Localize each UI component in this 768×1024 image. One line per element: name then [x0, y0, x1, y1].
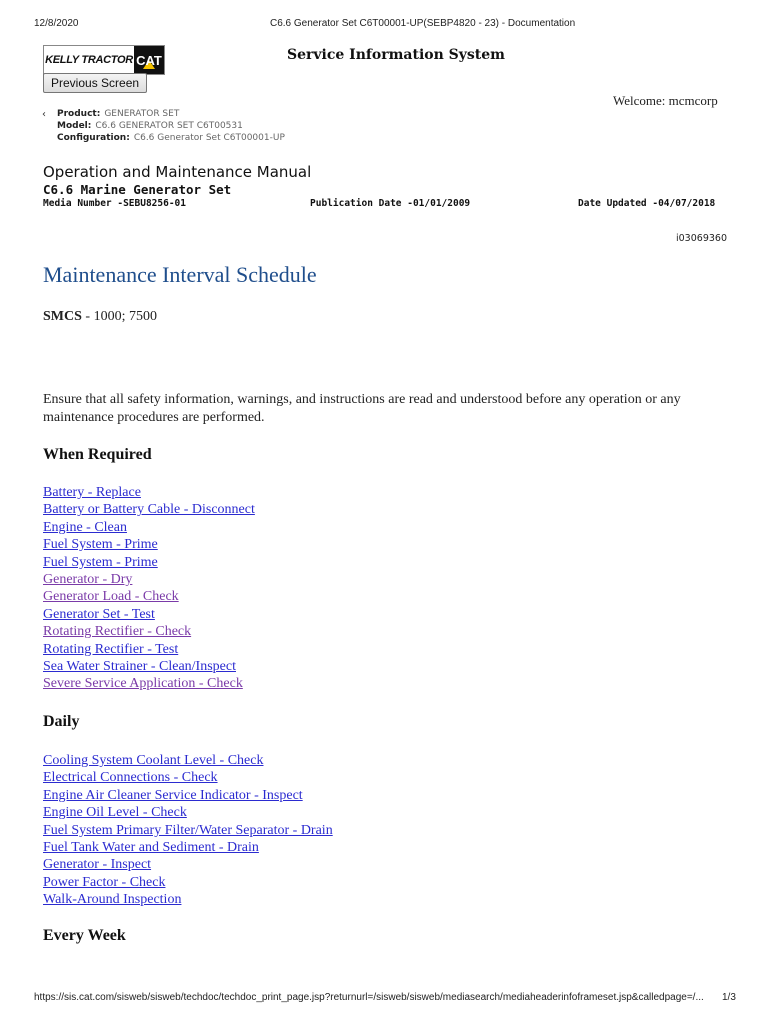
list-item[interactable]: Battery or Battery Cable - Disconnect — [43, 502, 255, 518]
list-item[interactable]: Walk-Around Inspection — [43, 892, 182, 908]
print-date: 12/8/2020 — [34, 18, 79, 29]
print-title: C6.6 Generator Set C6T00001-UP(SEBP4820 - 23) - Documentation — [270, 18, 576, 29]
list-item[interactable]: Generator - Inspect — [43, 857, 152, 873]
chevron-left-icon[interactable]: ‹ — [42, 109, 46, 120]
welcome-text: Welcome: mcmcorp — [613, 93, 718, 108]
dealer-logo — [43, 45, 165, 75]
product-value: GENERATOR SET — [104, 109, 180, 119]
smcs-value: - 1000; 7500 — [81, 309, 157, 324]
list-item[interactable]: Engine - Clean — [43, 519, 127, 535]
list-item[interactable]: Generator Set - Test — [43, 606, 155, 622]
list-item[interactable]: Fuel Tank Water and Sediment - Drain — [43, 840, 259, 856]
list-item[interactable]: Electrical Connections - Check — [43, 770, 218, 786]
page-number: 1/3 — [722, 992, 736, 1003]
print-url: https://sis.cat.com/sisweb/sisweb/techdoc/techdoc_print_page.jsp?returnurl=/sisweb/sisweb/mediasearch/mediaheaderinfoframeset.jsp&calledpage=/... — [34, 992, 704, 1003]
list-item[interactable]: Fuel System Primary Filter/Water Separator - Drain — [43, 822, 333, 838]
intro-paragraph: Ensure that all safety information, warnings, and instructions are read and understood before any operation or any maintenance procedures are performed. — [43, 392, 681, 425]
list-item[interactable]: Generator Load - Check — [43, 589, 179, 605]
list-item[interactable]: Severe Service Application - Check — [43, 676, 243, 692]
app-title: Service Information System — [287, 47, 505, 63]
previous-screen-button[interactable]: Previous Screen — [43, 73, 147, 93]
manual-title: Operation and Maintenance Manual — [43, 163, 312, 181]
configuration-value: C6.6 Generator Set C6T00001-UP — [133, 133, 285, 143]
daily-links — [43, 752, 333, 909]
when-required-links — [43, 484, 255, 693]
list-item[interactable]: Cooling System Coolant Level - Check — [43, 753, 264, 768]
smcs-label: SMCS — [43, 309, 82, 324]
page-title: Maintenance Interval Schedule — [43, 262, 317, 287]
smcs-code — [43, 309, 157, 325]
breadcrumb — [43, 108, 285, 144]
list-item[interactable]: Fuel System - Prime — [43, 554, 158, 570]
list-item[interactable]: Rotating Rectifier - Test — [43, 641, 179, 657]
section-heading-every-week: Every Week — [43, 927, 126, 944]
configuration-label: Configuration: — [57, 133, 130, 143]
model-label: Model: — [57, 121, 92, 131]
list-item[interactable]: Battery - Replace — [43, 485, 141, 500]
model-value: C6.6 GENERATOR SET C6T00531 — [95, 121, 243, 131]
list-item[interactable]: Engine Air Cleaner Service Indicator - Inspect — [43, 787, 303, 803]
list-item[interactable]: Power Factor - Check — [43, 874, 166, 890]
publication-date: Publication Date -01/01/2009 — [310, 198, 471, 209]
dealer-name: KELLY TRACTOR — [45, 54, 133, 66]
list-item[interactable]: Fuel System - Prime — [43, 537, 158, 553]
section-heading-when-required: When Required — [43, 446, 152, 463]
manual-subtitle: C6.6 Marine Generator Set — [43, 182, 232, 197]
media-number: Media Number -SEBU8256-01 — [43, 198, 186, 209]
list-item[interactable]: Engine Oil Level - Check — [43, 805, 187, 821]
list-item[interactable]: Generator - Dry — [43, 572, 133, 588]
cat-logo-icon: CAT — [134, 46, 164, 74]
document-id: i03069360 — [676, 233, 727, 244]
section-heading-daily: Daily — [43, 713, 80, 730]
date-updated: Date Updated -04/07/2018 — [578, 198, 716, 209]
product-label: Product: — [57, 109, 101, 119]
list-item[interactable]: Rotating Rectifier - Check — [43, 624, 192, 640]
list-item[interactable]: Sea Water Strainer - Clean/Inspect — [43, 659, 236, 675]
